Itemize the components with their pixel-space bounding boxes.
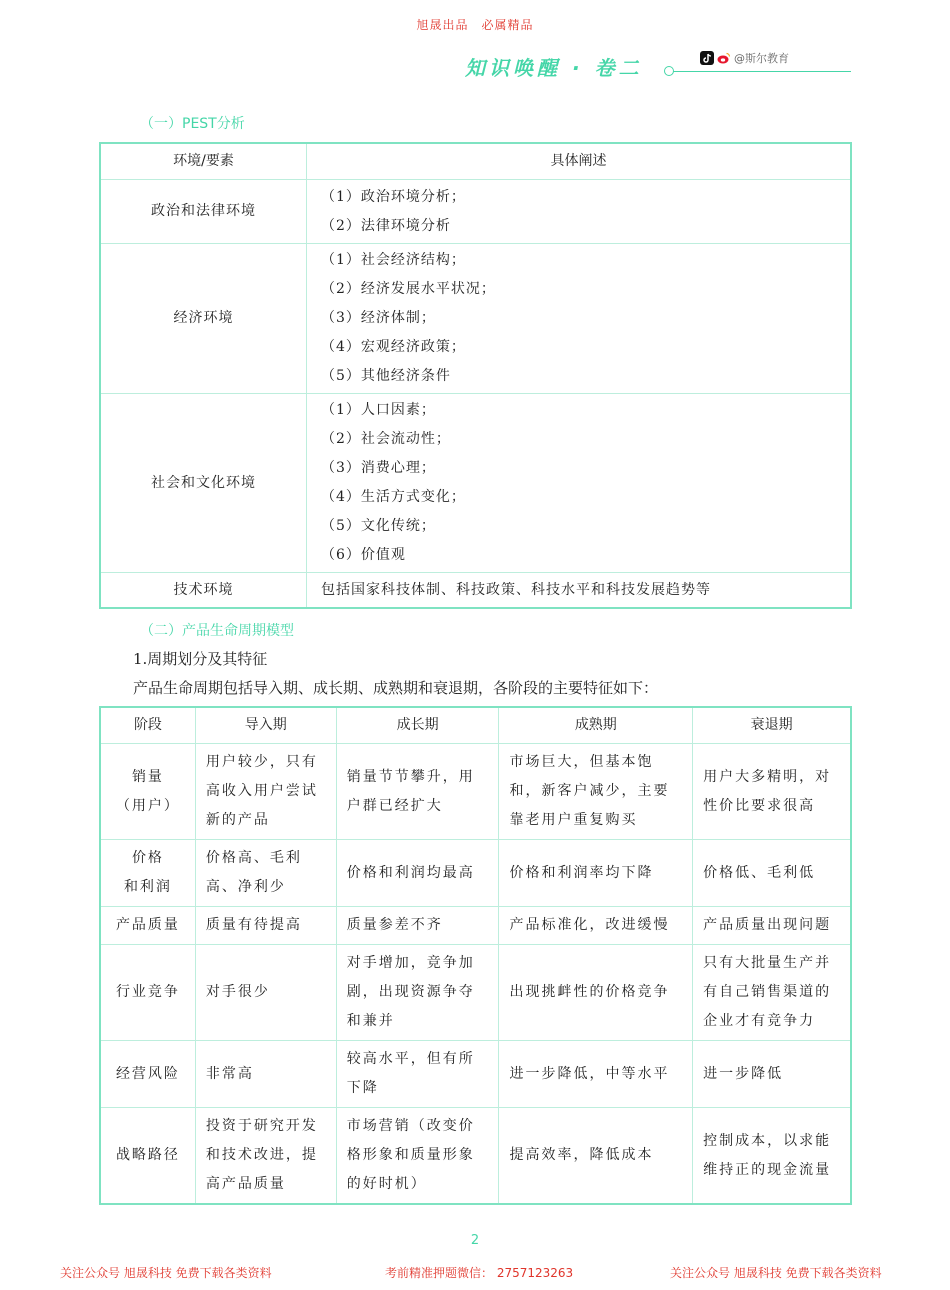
list-item: （5）文化传统； — [321, 518, 436, 534]
table-cell: 价格低、毛利低 — [693, 840, 851, 907]
top-banner: 旭晟出品 必属精品 — [416, 18, 534, 32]
row-key: 行业竞争 — [101, 945, 196, 1041]
row-value — [307, 244, 851, 394]
table-header-row — [101, 144, 851, 180]
table-cell: 进一步降低 — [693, 1041, 851, 1108]
list-item: （2）社会流动性； — [321, 431, 451, 447]
row-key: 产品质量 — [101, 907, 196, 945]
row-key: 经营风险 — [101, 1041, 196, 1108]
table-cell: 质量有待提高 — [195, 907, 336, 945]
row-value — [307, 180, 851, 244]
table-cell: 市场巨大，但基本饱和，新客户减少，主要靠老用户重复购买 — [499, 744, 693, 840]
header-cell: 具体阐述 — [307, 144, 851, 180]
table-row — [101, 1041, 851, 1108]
table-row — [101, 907, 851, 945]
list-item: 包括国家科技体制、科技政策、科技水平和科技发展趋势等 — [321, 581, 711, 598]
row-key: 技术环境 — [101, 573, 307, 608]
section1-title: （一）PEST分析 — [140, 116, 245, 132]
list-item: （1）社会经济结构； — [321, 252, 466, 268]
section2-title: （二）产品生命周期模型 — [140, 623, 294, 639]
list-item: （6）价值观 — [321, 547, 406, 563]
table-cell: 出现挑衅性的价格竞争 — [499, 945, 693, 1041]
footer-left: 关注公众号 旭晟科技 免费下载各类资料 — [60, 1266, 272, 1280]
social-account — [700, 50, 789, 66]
row-value — [307, 394, 851, 573]
row-key: 社会和文化环境 — [101, 394, 307, 573]
table-cell: 价格高、毛利高、净利少 — [195, 840, 336, 907]
list-item: （2）经济发展水平状况； — [321, 281, 496, 297]
list-item: （3）消费心理； — [321, 460, 436, 476]
row-key: 价格 和利润 — [101, 840, 196, 907]
list-item: （4）宏观经济政策； — [321, 339, 466, 355]
header-divider — [666, 71, 851, 72]
intro-paragraph: 产品生命周期包括导入期、成长期、成熟期和衰退期，各阶段的主要特征如下： — [133, 679, 659, 697]
table-cell: 控制成本，以求能维持正的现金流量 — [693, 1108, 851, 1204]
row-key: 政治和法律环境 — [101, 180, 307, 244]
footer-center: 考前精准押题微信： 2757123263 — [385, 1266, 574, 1280]
table-cell: 进一步降低，中等水平 — [499, 1041, 693, 1108]
header-cell: 导入期 — [195, 708, 336, 744]
row-key: 销量 （用户） — [101, 744, 196, 840]
header-cell: 成长期 — [336, 708, 499, 744]
list-item: （1）政治环境分析； — [321, 188, 466, 205]
divider-dot — [664, 66, 674, 76]
table-cell: 价格和利润率均下降 — [499, 840, 693, 907]
row-key: 经济环境 — [101, 244, 307, 394]
lifecycle-table — [100, 707, 851, 1204]
account-name: @斯尔教育 — [734, 52, 789, 65]
table-row — [101, 394, 851, 573]
table-cell: 提高效率，降低成本 — [499, 1108, 693, 1204]
table-cell: 对手很少 — [195, 945, 336, 1041]
table-cell: 价格和利润均最高 — [336, 840, 499, 907]
row-value — [307, 573, 851, 608]
table-cell: 对手增加，竞争加剧，出现资源争夺和兼并 — [336, 945, 499, 1041]
table-cell: 质量参差不齐 — [336, 907, 499, 945]
table-cell: 只有大批量生产并有自己销售渠道的企业才有竞争力 — [693, 945, 851, 1041]
page-number: 2 — [470, 1233, 480, 1248]
table-cell: 市场营销（改变价格形象和质量形象的好时机） — [336, 1108, 499, 1204]
table-cell: 非常高 — [195, 1041, 336, 1108]
pest-table — [100, 143, 851, 608]
table-row — [101, 945, 851, 1041]
header-cell: 衰退期 — [693, 708, 851, 744]
table-row — [101, 244, 851, 394]
list-item: （2）法律环境分析 — [321, 217, 451, 234]
subtitle: 1.周期划分及其特征 — [133, 650, 268, 668]
header-cell: 成熟期 — [499, 708, 693, 744]
list-item: （3）经济体制； — [321, 310, 436, 326]
table-row — [101, 840, 851, 907]
table-cell: 用户较少，只有高收入用户尝试新的产品 — [195, 744, 336, 840]
table-cell: 销量节节攀升，用户群已经扩大 — [336, 744, 499, 840]
table-cell: 产品质量出现问题 — [693, 907, 851, 945]
table-row — [101, 1108, 851, 1204]
table-cell: 用户大多精明，对性价比要求很高 — [693, 744, 851, 840]
header-cell: 环境/要素 — [101, 144, 307, 180]
table-row — [101, 744, 851, 840]
list-item: （5）其他经济条件 — [321, 368, 451, 384]
table-row — [101, 573, 851, 608]
list-item: （4）生活方式变化； — [321, 489, 466, 505]
table-cell: 较高水平，但有所下降 — [336, 1041, 499, 1108]
table-cell: 产品标准化，改进缓慢 — [499, 907, 693, 945]
list-item: （1）人口因素； — [321, 402, 436, 418]
table-cell: 投资于研究开发和技术改进，提高产品质量 — [195, 1108, 336, 1204]
tiktok-icon — [700, 51, 714, 65]
row-key: 战略路径 — [101, 1108, 196, 1204]
series-title: 知识唤醒 · 卷二 — [465, 56, 643, 80]
table-header-row — [101, 708, 851, 744]
table-row — [101, 180, 851, 244]
header-cell: 阶段 — [101, 708, 196, 744]
footer-right: 关注公众号 旭晟科技 免费下载各类资料 — [670, 1266, 882, 1280]
weibo-icon — [717, 51, 731, 65]
